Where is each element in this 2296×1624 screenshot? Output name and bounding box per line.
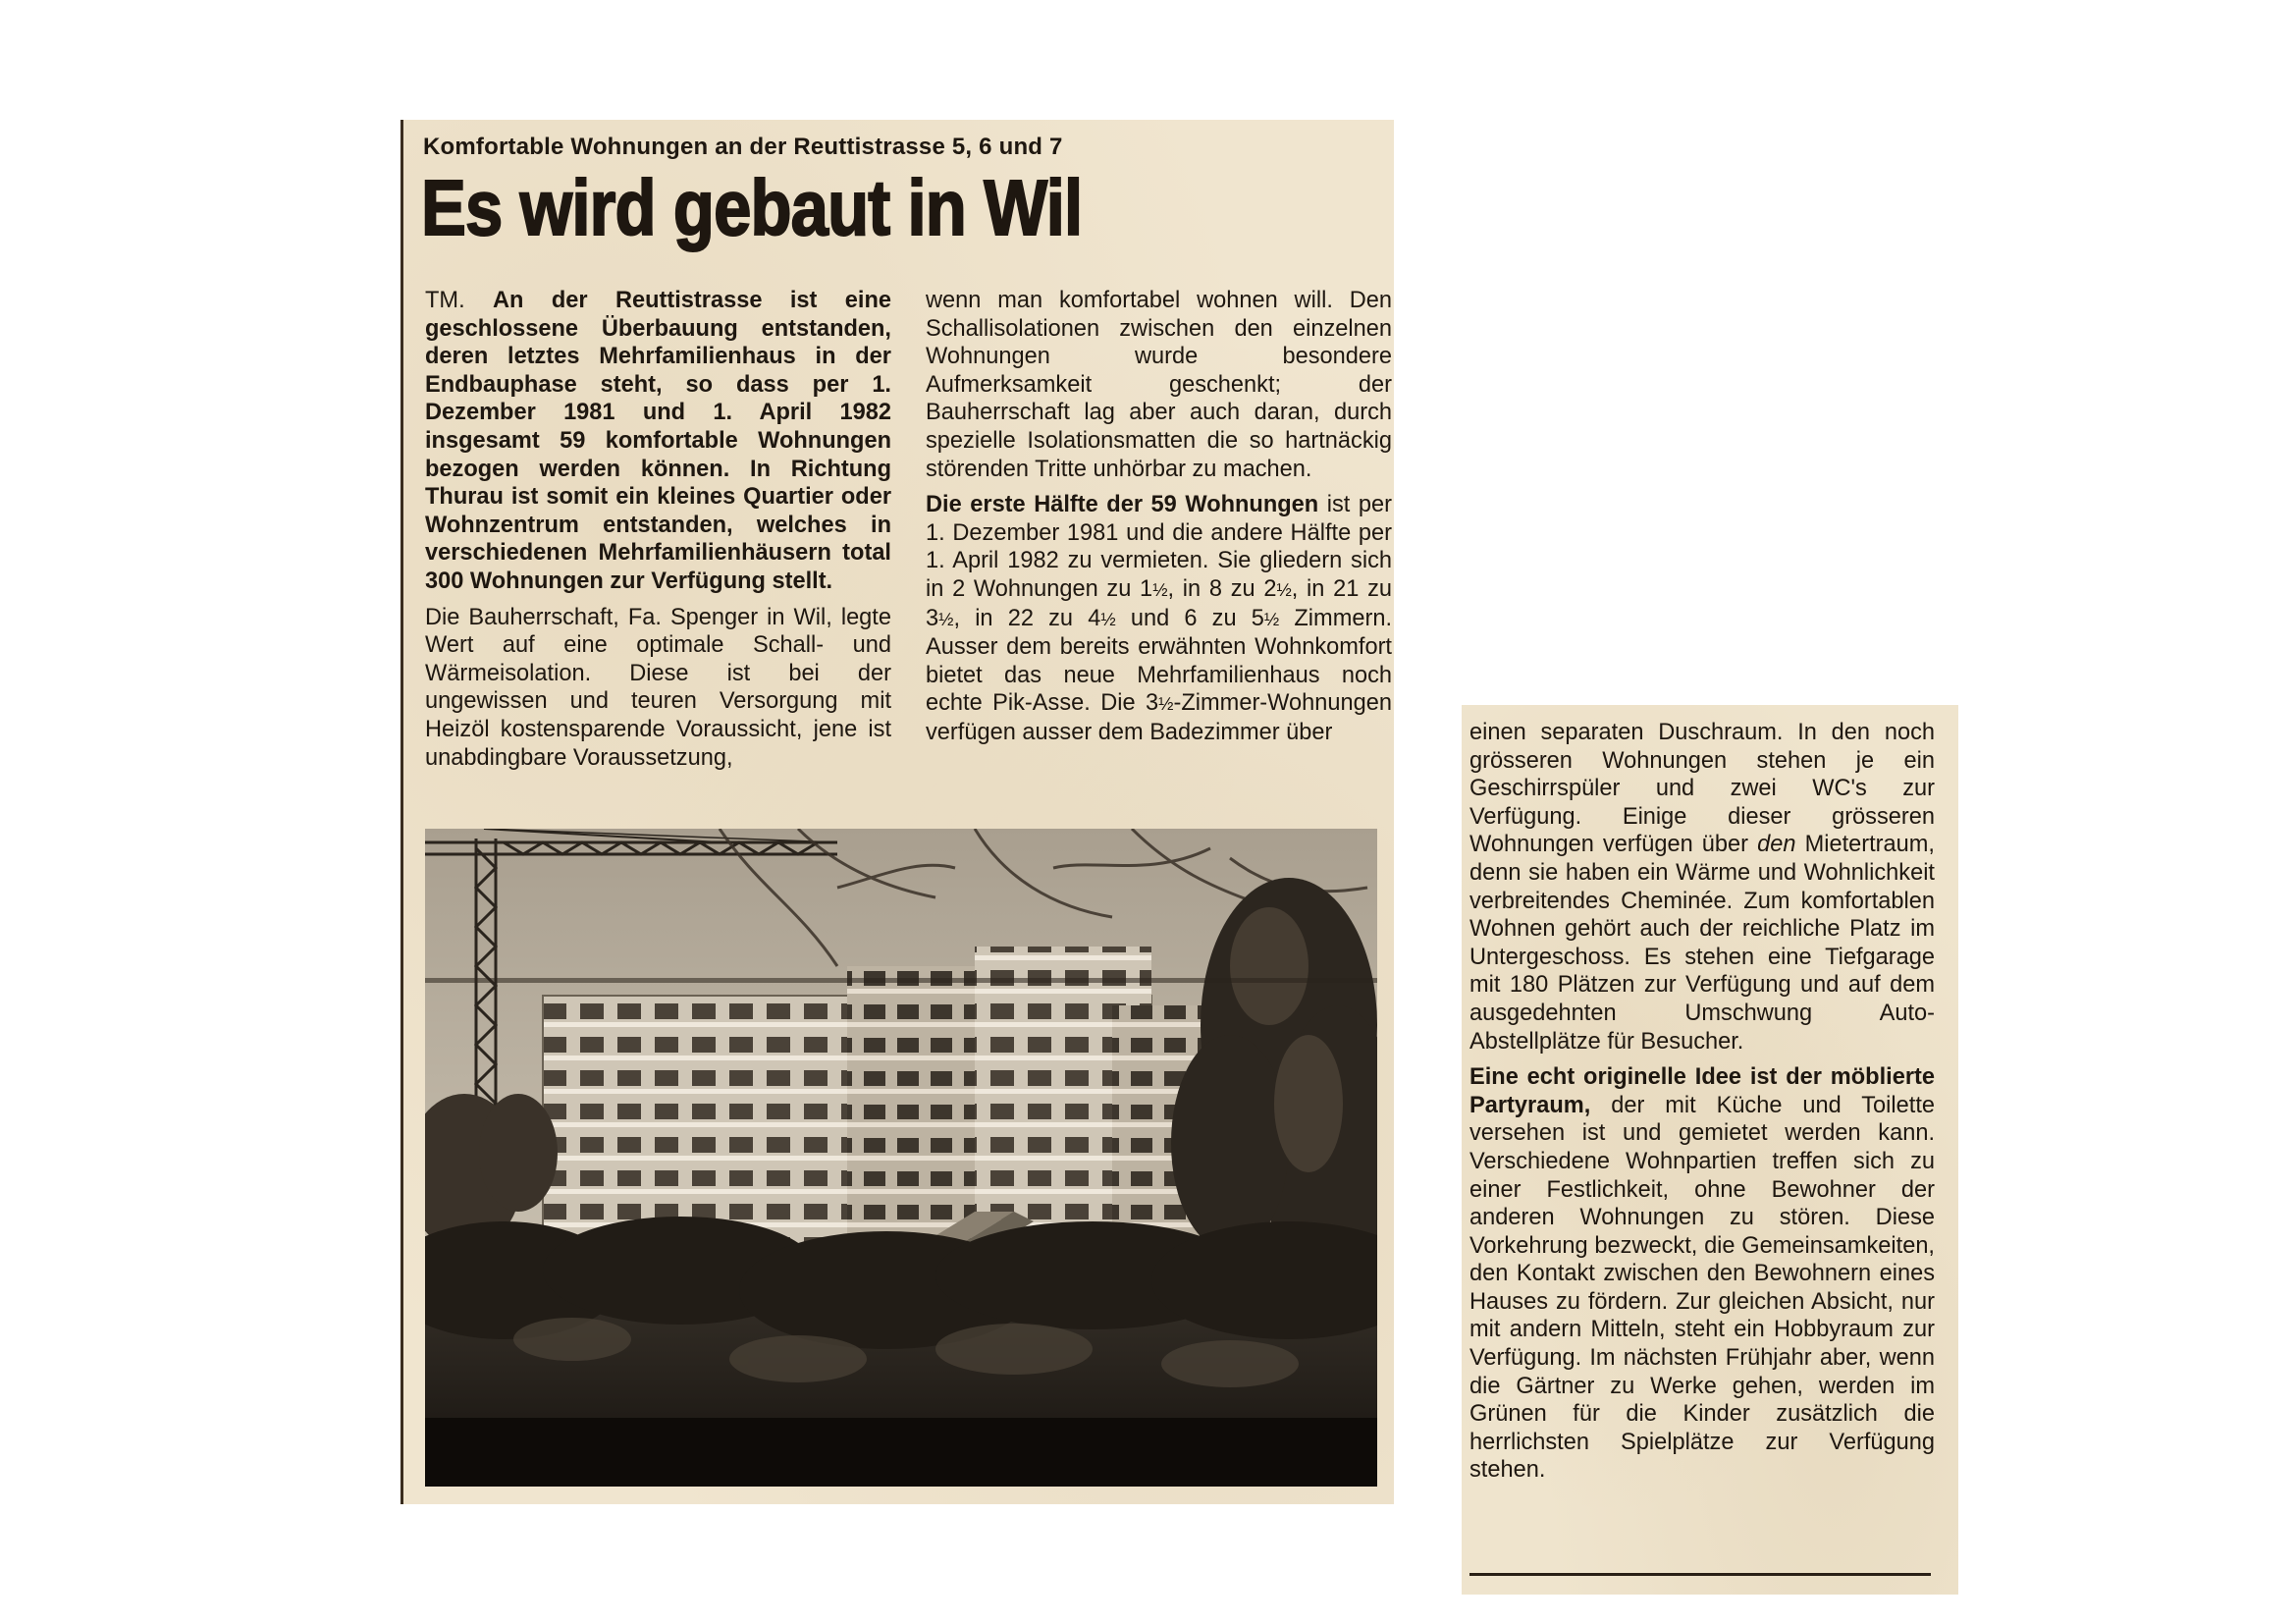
article-lead: An der Reuttistrasse ist eine geschlossene Überbauung entstanden, deren letztes Mehrfamilienhaus in der Endbauphase steht, so dass per 1. Dezember 1981 und 1. April 1982 insgesamt 59 komfortable Wohnungen bezogen werden können. In Richtung Thurau ist somit ein kleines Quartier oder Wohnzentrum entstanden, welches in verschiedenen Mehrfamilienhäusern total 300 Wohnungen zur Verfügung stellt.	[425, 288, 891, 594]
author-initials: TM.	[425, 288, 494, 313]
article-kicker: Komfortable Wohnungen an der Reuttistrasse 5, 6 und 7	[423, 134, 1063, 160]
article-lead-paragraph	[425, 287, 891, 596]
continuation-subhead: Eine echt originelle Idee ist der möblierte Partyraum,	[1469, 1064, 1935, 1118]
continuation-paragraph-partyroom: Eine echt originelle Idee ist der möblierte Partyraum, der mit Küche und Toilette versehen ist und gemietet werden kann. Verschiedene Wohnpartien treffen sich zu einer Festlichkeit, ohne Bewohner der anderen Wohnungen zu stören. Diese Vorkehrung bezweckt, die Gemeinsamkeiten, den Kontakt zwischen den Bewohnern eines Hauses zu fördern. Zur gleichen Absicht, nur mit andern Mitteln, steht ein Hobbyraum zur Verfügung. Im nächsten Frühjahr aber, wenn die Gärtner zu Werke gehen, werden im Grünen für die Kinder zusätzlich die herrlichsten Spielplätze zur Verfügung stehen.	[1469, 1064, 1935, 1484]
article-paragraph-apartments: Die erste Hälfte der 59 Wohnungen ist per 1. Dezember 1981 und die andere Hälfte per 1. April 1982 zu vermieten. Sie gliedern sich in 2 Wohnungen zu 1½, in 8 zu 2½, in 21 zu 3½, in 22 zu 4½ und 6 zu 5½ Zimmern. Ausser dem bereits erwähnten Wohnkomfort bietet das neue Mehrfamilienhaus noch echte Pik-Asse. Die 3½-Zimmer-Wohnungen verfügen ausser dem Badezimmer über	[926, 492, 1393, 745]
end-rule	[1469, 1573, 1931, 1576]
continuation-paragraph: einen separaten Duschraum. In den noch grösseren Wohnungen stehen je ein Geschirrspüler und zwei WC's zur Verfügung. Einige dieser grösseren Wohnungen verfügen über den Mietertraum, denn sie haben ein Wärme und Wohnlichkeit verbreitendes Cheminée. Zum komfortablen Wohnen gehört auch der reichliche Platz im Untergeschoss. Es stehen eine Tiefgarage mit 180 Plätzen zur Verfügung und auf dem ausgedehnten Umschwung Auto-Abstellplätze für Besucher.	[1469, 720, 1935, 1055]
article-column-left	[425, 287, 891, 780]
continuation-clipping	[1462, 705, 1958, 1595]
building-photo-illustration	[425, 829, 1377, 1487]
building-photo	[425, 829, 1377, 1487]
emphasis-den: den	[1757, 832, 1796, 858]
article-paragraph: Die Bauherrschaft, Fa. Spenger in Wil, legte Wert auf eine optimale Schall- und Wärmeisolation. Diese ist bei der ungewissen und teuren Versorgung mit Heizöl kostensparende Voraussicht, jene ist unabdingbare Voraussetzung,	[425, 604, 891, 771]
article-headline: Es wird gebaut in Wil	[421, 164, 1083, 251]
article-paragraph: wenn man komfortabel wohnen will. Den Schallisolationen zwischen den einzelnen Wohnungen wurde besondere Aufmerksamkeit geschenkt; der Bauherrschaft lag aber auch daran, durch spezielle Isolationsmatten die so hartnäckig störenden Tritte unhörbar zu machen.	[926, 288, 1392, 482]
article-clipping	[400, 120, 1394, 1504]
article-subhead: Die erste Hälfte der 59 Wohnungen	[926, 492, 1319, 518]
continuation-text	[1469, 719, 1935, 1492]
article-column-right	[926, 287, 1392, 755]
